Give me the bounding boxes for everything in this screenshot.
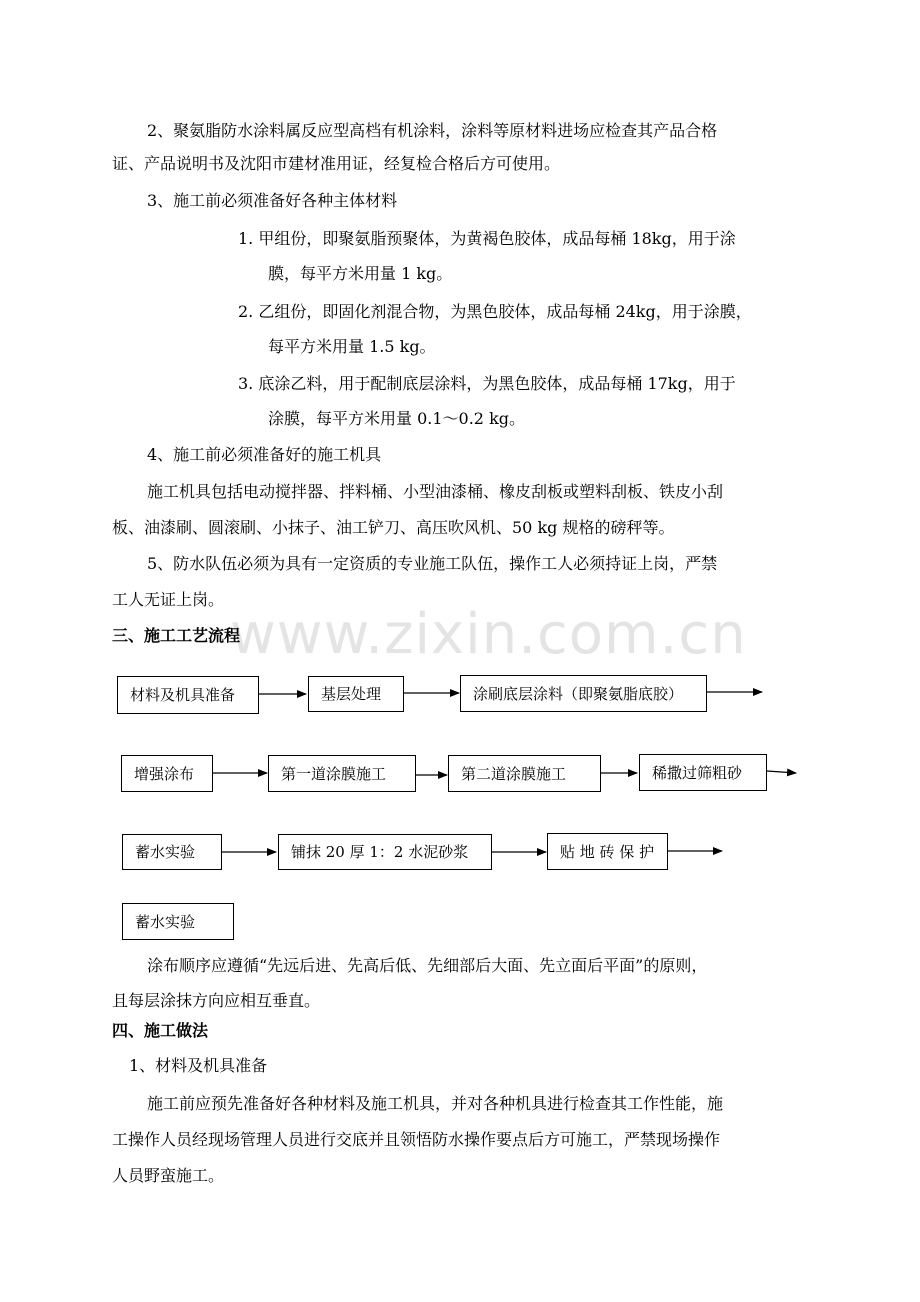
paragraph-line: 3、施工前必须准备好各种主体材料 [147,191,398,210]
paragraph-line: 且每层涂抹方向应相互垂直。 [112,991,321,1010]
paragraph-line: 4、施工前必须准备好的施工机具 [147,445,382,464]
list-item: 2. 乙组份，即固化剂混合物，为黑色胶体，成品每桶 24kg，用于涂膜， [238,302,752,321]
paragraph-line: 人员野蛮施工。 [112,1166,225,1185]
flow-box-first-coat: 第一道涂膜施工 [268,755,416,792]
list-item-cont: 涂膜，每平方米用量 0.1～0.2 kg。 [268,409,526,428]
flow-box-sand: 稀撒过筛粗砂 [639,754,767,791]
flow-box-second-coat: 第二道涂膜施工 [448,755,601,792]
paragraph-line: 2、聚氨脂防水涂料属反应型高档有机涂料，涂料等原材料进场应检查其产品合格 [147,121,718,140]
subsection-heading: 1、材料及机具准备 [129,1056,268,1075]
paragraph-line: 涂布顺序应遵循“先远后进、先高后低、先细部后大面、先立面后平面”的原则， [147,956,708,975]
flow-box-primer: 涂刷底层涂料（即聚氨脂底胶） [460,675,707,712]
paragraph-line: 工操作人员经现场管理人员进行交底并且领悟防水操作要点后方可施工，严禁现场操作 [112,1130,721,1149]
list-item: 1. 甲组份，即聚氨脂预聚体，为黄褐色胶体，成品每桶 18kg，用于涂 [238,229,736,248]
flow-box-water-test-2: 蓄水实验 [122,903,234,940]
section-heading: 四、施工做法 [112,1021,209,1040]
paragraph-line: 工人无证上岗。 [112,590,225,609]
flow-box-reinforce: 增强涂布 [121,755,213,792]
flow-arrow [767,771,796,773]
paragraph-line: 板、油漆刷、圆滚刷、小抹子、油工铲刀、高压吹风机、50 kg 规格的磅秤等。 [112,518,675,537]
watermark: www.zixin.com.cn [230,602,747,667]
flow-box-base-treatment: 基层处理 [308,676,404,712]
paragraph-line: 施工前应预先准备好各种材料及施工机具，并对各种机具进行检查其工作性能，施 [147,1094,724,1113]
flow-box-material-prep: 材料及机具准备 [117,676,259,714]
flow-box-tile: 贴 地 砖 保 护 [547,833,668,870]
paragraph-line: 5、防水队伍必须为具有一定资质的专业施工队伍，操作工人必须持证上岗，严禁 [147,554,718,573]
list-item: 3. 底涂乙料，用于配制底层涂料，为黑色胶体，成品每桶 17kg，用于 [238,374,736,393]
flow-box-water-test: 蓄水实验 [122,834,222,870]
paragraph-line: 施工机具包括电动搅拌器、拌料桶、小型油漆桶、橡皮刮板或塑料刮板、铁皮小刮 [147,482,724,501]
list-item-cont: 每平方米用量 1.5 kg。 [268,337,436,356]
list-item-cont: 膜，每平方米用量 1 kg。 [268,264,453,283]
paragraph-line: 证、产品说明书及沈阳市建材准用证，经复检合格后方可使用。 [112,154,561,173]
section-heading: 三、施工工艺流程 [112,626,241,645]
flow-box-mortar: 铺抹 20 厚 1：2 水泥砂浆 [278,834,492,870]
